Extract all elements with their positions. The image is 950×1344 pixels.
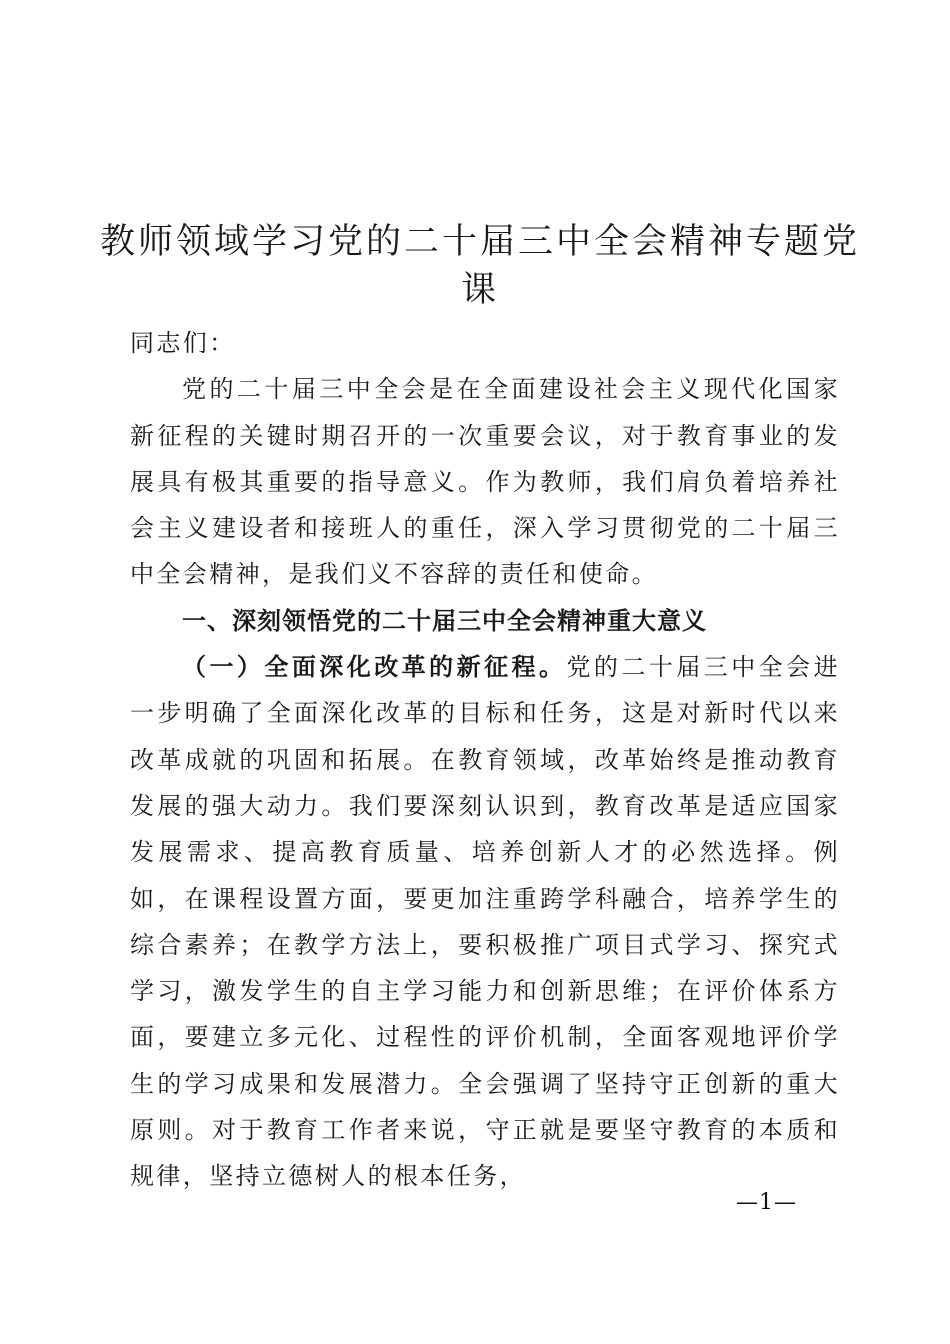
intro-paragraph: 党的二十届三中全会是在全面建设社会主义现代化国家新征程的关键时期召开的一次重要会议，对于教育事业的发展具有极其重要的指导意义。作为教师，我们肩负着培养社会主义建设者和接班人的重任，深入学习贯彻党的二十届三中全会精神，是我们义不容辞的责任和使命。 — [130, 375, 840, 589]
salutation: 同志们： — [130, 329, 236, 357]
document-title: 教师领域学习党的二十届三中全会精神专题党课 — [100, 222, 861, 310]
document-body — [130, 320, 840, 1200]
section-1-heading: 一、深刻领悟党的二十届三中全会精神重大意义 — [182, 606, 707, 635]
subsection-1-heading: （一）全面深化改革的新征程。 — [182, 652, 567, 682]
subsection-1-text: 党的二十届三中全会进一步明确了全面深化改革的目标和任务，这是对新时代以来改革成就的巩固和拓展。在教育领域，改革始终是推动教育发展的强大动力。我们要深刻认识到，教育改革是适应国家发展需求、提高教育质量、培养创新人才的必然选择。例如，在课程设置方面，要更加注重跨学科融合，培养学生的综合素养；在教学方法上，要积极推广项目式学习、探究式学习，激发学生的自主学习能力和创新思维；在评价体系方面，要建立多元化、过程性的评价机制，全面客观地评价学生的学习成果和发展潜力。全会强调了坚持守正创新的重大原则。对于教育工作者来说，守正就是要坚守教育的本质和规律，坚持立德树人的根本任务， — [130, 653, 840, 1191]
subsection-1-paragraph — [130, 644, 840, 1200]
page-number: —1— — [736, 1190, 797, 1215]
